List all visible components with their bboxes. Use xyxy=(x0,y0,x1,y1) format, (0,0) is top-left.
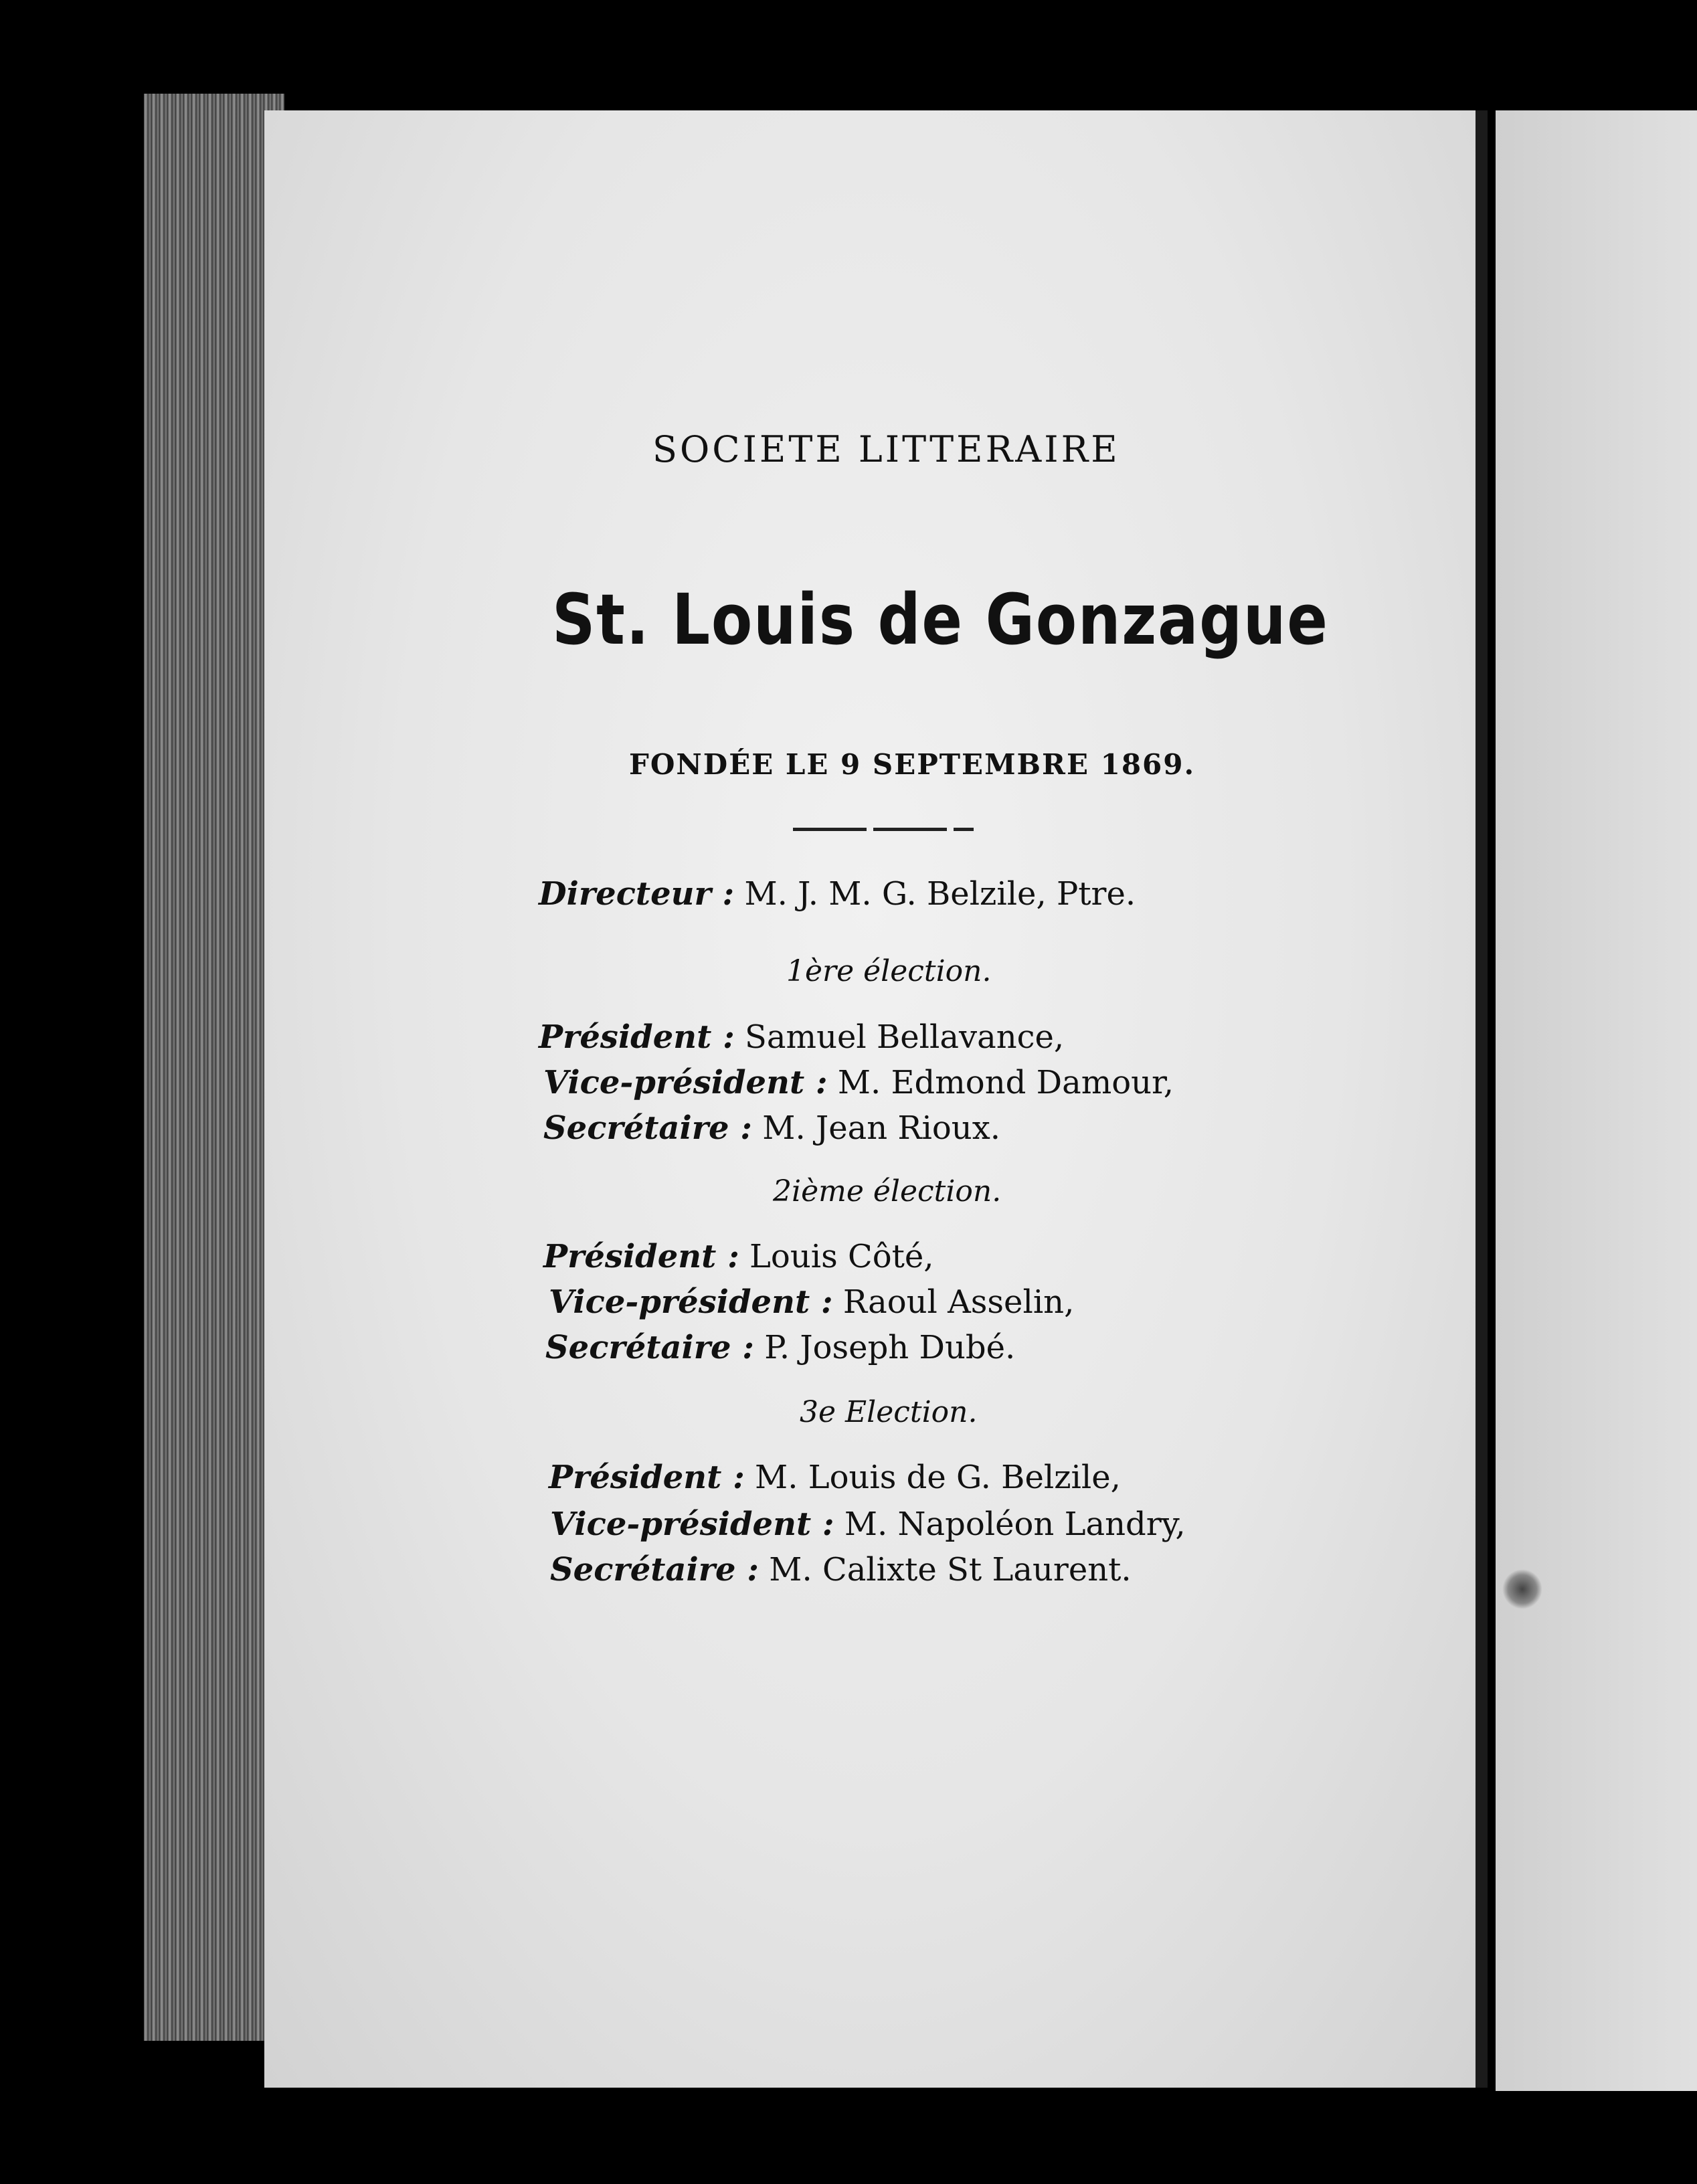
officer-name: Raoul Asselin, xyxy=(842,1283,1075,1321)
officer-line xyxy=(550,1506,1186,1543)
officer-line xyxy=(543,1238,934,1275)
book-gutter xyxy=(1476,110,1488,2088)
officer-name: M. Louis de G. Belzile, xyxy=(755,1459,1121,1496)
officer-role: Vice-président : xyxy=(543,1064,828,1101)
officer-line xyxy=(539,1018,1064,1056)
ink-blemish xyxy=(1502,1569,1542,1609)
officer-role: Vice-président : xyxy=(550,1506,834,1543)
director-name: M. J. M. G. Belzile, Ptre. xyxy=(744,875,1136,913)
officer-line xyxy=(543,1064,1174,1101)
society-name: St. Louis de Gonzague xyxy=(552,579,1329,660)
officer-line xyxy=(549,1459,1121,1496)
officer-name: Louis Côté, xyxy=(749,1238,934,1275)
director-role: Directeur : xyxy=(539,875,735,913)
officer-name: M. Calixte St Laurent. xyxy=(769,1551,1132,1588)
officer-role: Secrétaire : xyxy=(543,1109,753,1147)
officer-role: Vice-président : xyxy=(549,1283,833,1321)
officer-role: Président : xyxy=(549,1459,745,1496)
officer-role: Président : xyxy=(539,1018,735,1056)
book-page-edges xyxy=(144,94,284,2041)
officer-role: Président : xyxy=(543,1238,739,1275)
divider-rule xyxy=(793,828,974,831)
officer-line xyxy=(543,1109,1000,1147)
officer-name: P. Joseph Dubé. xyxy=(764,1329,1016,1366)
officer-name: Samuel Bellavance, xyxy=(745,1018,1065,1056)
election-title-3: 3e Election. xyxy=(800,1395,978,1429)
officer-line xyxy=(550,1551,1132,1588)
facing-page xyxy=(1496,110,1697,2091)
officer-name: M. Jean Rioux. xyxy=(762,1109,1001,1147)
officer-line xyxy=(545,1329,1015,1366)
founding-date: FONDÉE LE 9 SEPTEMBRE 1869. xyxy=(629,748,1196,781)
officer-line xyxy=(549,1283,1074,1321)
election-title-1: 1ère élection. xyxy=(786,954,992,988)
director-line xyxy=(539,875,1136,913)
officer-name: M. Napoléon Landry, xyxy=(844,1506,1186,1543)
officer-role: Secrétaire : xyxy=(550,1551,760,1588)
officer-role: Secrétaire : xyxy=(545,1329,755,1366)
officer-name: M. Edmond Damour, xyxy=(837,1064,1174,1101)
society-heading: SOCIETE LITTERAIRE xyxy=(652,428,1120,470)
election-title-2: 2ième élection. xyxy=(773,1174,1002,1208)
